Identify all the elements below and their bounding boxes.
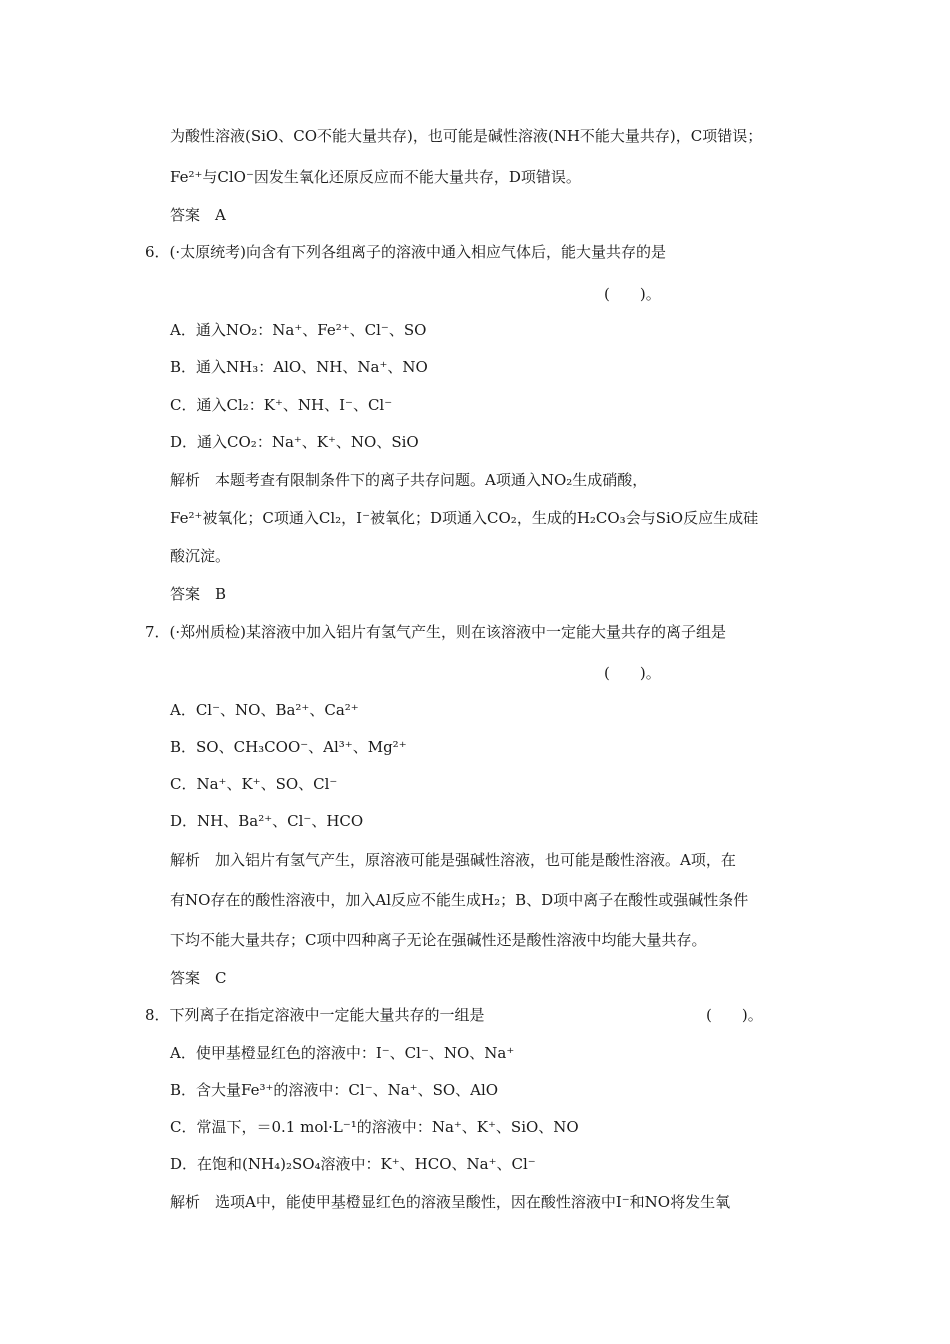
option-c: C．常温下，＝0.1 mol·L⁻¹的溶液中：Na⁺、K⁺、SiO、NO [170,1118,579,1136]
question-7-answer-blank: ( )。 [604,664,661,682]
option-c: C．Na⁺、K⁺、SO、Cl⁻ [170,775,338,793]
option-a: A．使甲基橙显红色的溶液中：I⁻、Cl⁻、NO、Na⁺ [170,1044,515,1062]
question-8-stem: 8．下列离子在指定溶液中一定能大量共存的一组是 [145,1006,485,1024]
question-6-stem: 6．(·太原统考)向含有下列各组离子的溶液中通入相应气体后，能大量共存的是 [145,243,667,261]
analysis-line: 解析 加入铝片有氢气产生，原溶液可能是强碱性溶液，也可能是酸性溶液。A项，在 [170,851,736,869]
option-a: A．Cl⁻、NO、Ba²⁺、Ca²⁺ [170,701,359,719]
option-d: D．通入CO₂：Na⁺、K⁺、NO、SiO [170,433,419,451]
analysis-line: 酸沉淀。 [170,547,231,565]
option-c: C．通入Cl₂：K⁺、NH、I⁻、Cl⁻ [170,396,393,414]
option-b: B．含大量Fe³⁺的溶液中：Cl⁻、Na⁺、SO、AlO [170,1081,499,1099]
text-line: 为酸性溶液(SiO、CO不能大量共存)，也可能是碱性溶液(NH不能大量共存)，C项错误； [170,127,763,145]
text-line: Fe²⁺与ClO⁻因发生氧化还原反应而不能大量共存，D项错误。 [170,168,581,186]
option-a: A．通入NO₂：Na⁺、Fe²⁺、Cl⁻、SO [170,321,427,339]
analysis-line: 解析 本题考查有限制条件下的离子共存问题。A项通入NO₂生成硝酸， [170,471,648,489]
option-b: B．通入NH₃：AlO、NH、Na⁺、NO [170,358,428,376]
analysis-line: 有NO存在的酸性溶液中，加入Al反应不能生成H₂；B、D项中离子在酸性或强碱性条件 [170,891,749,909]
analysis-line: 下均不能大量共存；C项中四种离子无论在强碱性还是酸性溶液中均能大量共存。 [170,931,707,949]
option-d: D．在饱和(NH₄)₂SO₄溶液中：K⁺、HCO、Na⁺、Cl⁻ [170,1155,536,1173]
analysis-line: Fe²⁺被氧化；C项通入Cl₂，I⁻被氧化；D项通入CO₂，生成的H₂CO₃会与SiO反应生成硅 [170,509,759,527]
answer-line: 答案 C [170,969,227,987]
answer-line: 答案 B [170,585,227,603]
question-6-answer-blank: ( )。 [604,285,661,303]
option-b: B．SO、CH₃COO⁻、Al³⁺、Mg²⁺ [170,738,407,756]
analysis-line: 解析 选项A中，能使甲基橙显红色的溶液呈酸性，因在酸性溶液中I⁻和NO将发生氧 [170,1193,731,1211]
question-7-stem: 7．(·郑州质检)某溶液中加入铝片有氢气产生，则在该溶液中一定能大量共存的离子组是 [145,623,727,641]
option-d: D．NH、Ba²⁺、Cl⁻、HCO [170,812,364,830]
question-8-answer-blank: ( )。 [706,1006,763,1024]
answer-line: 答案 A [170,206,226,224]
